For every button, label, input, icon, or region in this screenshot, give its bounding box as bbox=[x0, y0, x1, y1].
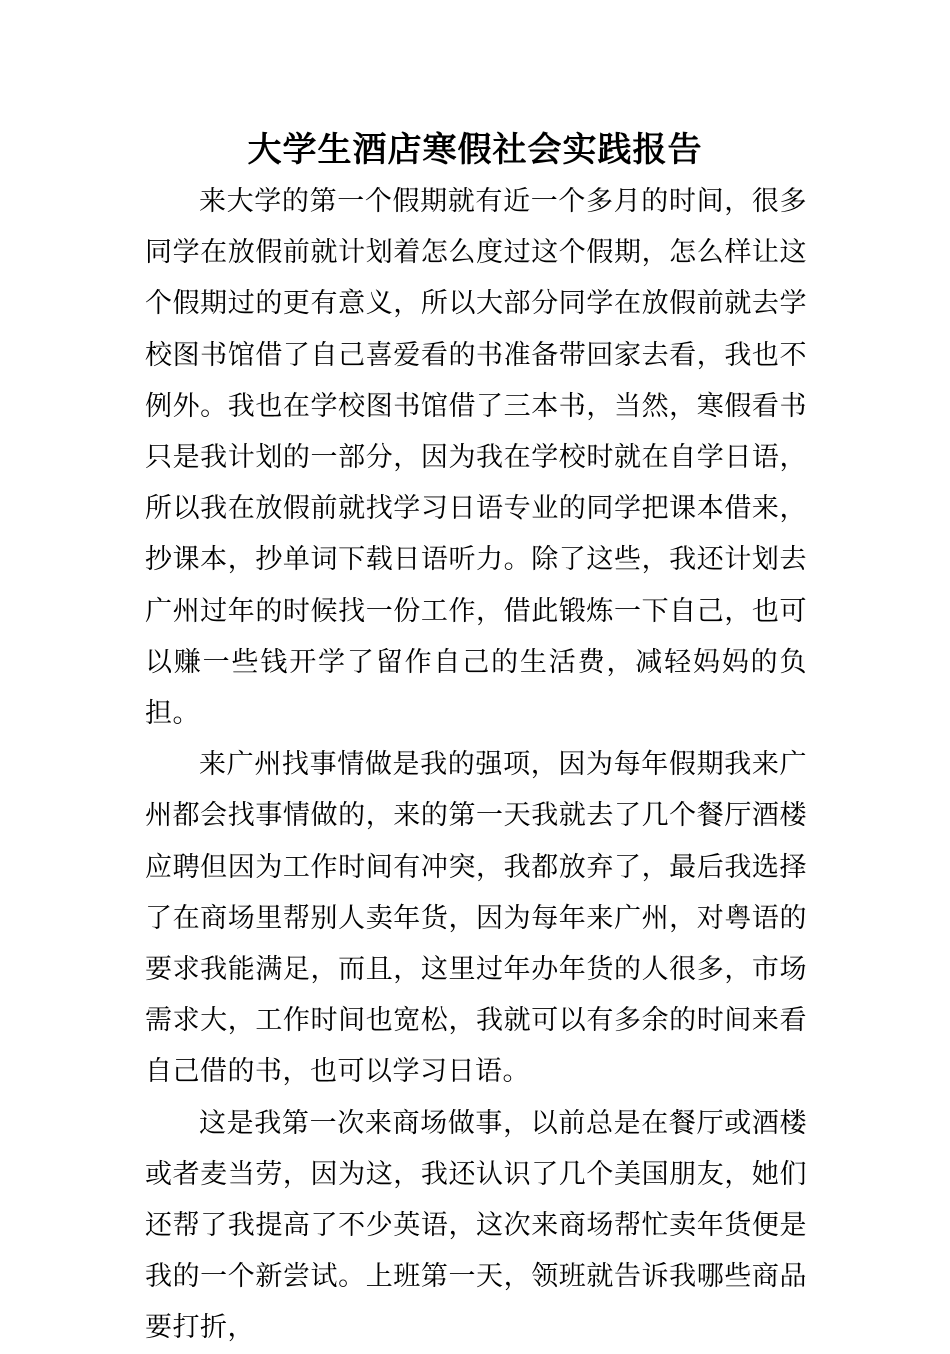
paragraph-3: 这是我第一次来商场做事，以前总是在餐厅或酒楼或者麦当劳，因为这，我还认识了几个美国朋友，她们还帮了我提高了不少英语，这次来商场帮忙卖年货便是我的一个新尝试。上班第一天，领班就告诉我哪些商品要打折， bbox=[145, 1107, 807, 1344]
document-body bbox=[145, 176, 807, 1354]
document-title: 大学生酒店寒假社会实践报告 bbox=[247, 130, 703, 170]
paragraph-1: 来大学的第一个假期就有近一个多月的时间，很多同学在放假前就计划着怎么度过这个假期，怎么样让这个假期过的更有意义，所以大部分同学在放假前就去学校图书馆借了自己喜爱看的书准备带回家去看，我也不例外。我也在学校图书馆借了三本书，当然，寒假看书只是我计划的一部分，因为我在学校时就在自学日语，所以我在放假前就找学习日语专业的同学把课本借来，抄课本，抄单词下载日语听力。除了这些，我还计划去广州过年的时候找一份工作，借此锻炼一下自己，也可以赚一些钱开学了留作自己的生活费，减轻妈妈的负担。 bbox=[145, 186, 807, 730]
paragraph-2: 来广州找事情做是我的强项，因为每年假期我来广州都会找事情做的，来的第一天我就去了几个餐厅酒楼应聘但因为工作时间有冲突，我都放弃了，最后我选择了在商场里帮别人卖年货，因为每年来广州，对粤语的要求我能满足，而且，这里过年办年货的人很多，市场需求大，工作时间也宽松，我就可以有多余的时间来看自己借的书，也可以学习日语。 bbox=[145, 749, 807, 1088]
